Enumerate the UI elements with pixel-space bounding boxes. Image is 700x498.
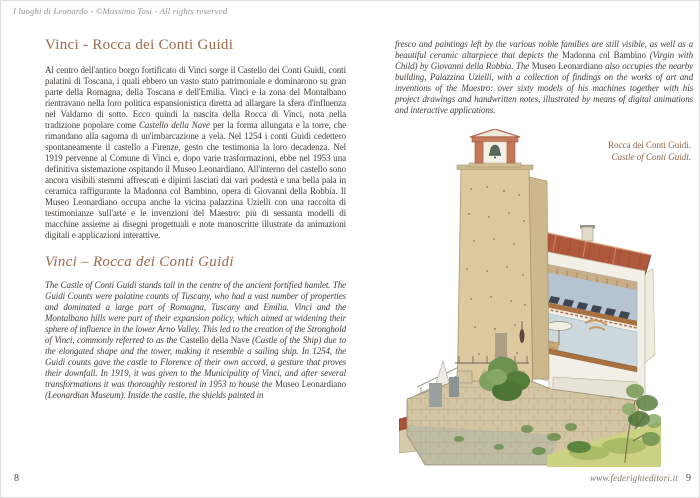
page-number-right: 9 <box>686 473 691 484</box>
paragraph-italian: Al centro dell'antico borgo fortificato di Vinci sorge il Castello dei Conti Guidi, conti palatini di Toscana, i quali ebbero un vasto stato patrimoniale e dominarono su gran parte della Romagna, della Toscana e dell'Emilia. Vinci e la zona del Montalbano rientravano nella loro politica espansionistica diretta ad allargare la sfera d'influenza nel Valdarno di sotto. Ecco quindi la nascita della Rocca di Vinci, nota nella tradizione popolare come Castello della Nave per la forma allungata e la torre, che rimandano alla sagoma di un'imbarcazione a vela. Nel 1254 i conti Guidi cedettero spontaneamente il castello a Firenze, gesto che testimonia la loro decadenza. Nel 1919 pervenne al Comune di Vinci e, dopo varie trasformazioni, ebbe nel 1953 una definitiva sistemazione ospitando il Museo Leonardiano. All'interno del castello sono ancora visibili stemmi affrescati e dipinti lasciati dai vari podestà e una bella pala in ceramica raffigurante la Madonna col Bambino, opera di Giovanni della Robbia. Il Museo Leonardiano occupa anche la vicina palazzina Uzielli con una raccolta di testimonianze sull'arte e le invenzioni del Maestro: più di sessanta modelli di macchine assieme ai disegni progettuali e note manoscritte illustrate da animazioni digitali e applicazioni interattive. <box>45 65 346 240</box>
footer-right <box>590 473 691 484</box>
belfry <box>469 129 521 167</box>
paragraph-english-continued: fresco and paintings left by the various noble families are still visible, as well as a beautiful ceramic altarpiece that depicts the Madonna col Bambino (Virgin with Child) by Giovanni della Robbia. The Museo Leonardiano also occupies the nearby building, Palazzina Uzielli, with a collection of findings on the works of art and inventions of the Maestro: over sixty models of his machines together with his project drawings and handwritten notes, illustrated by means of digital animations and interactive applications. <box>395 39 693 115</box>
caption-english: Castle of Conti Guidi. <box>611 151 691 162</box>
page-number-left: 8 <box>14 473 19 484</box>
page-right <box>395 39 693 116</box>
title-english: Vinci – Rocca dei Conti Guidi <box>45 254 234 270</box>
website-url: www.federighieditori.it <box>590 473 678 483</box>
copyright-header: I luoghi di Leonardo - ©Massimo Tosi - All rights reserved <box>13 6 228 16</box>
page-left <box>45 37 346 401</box>
title-italian: Vinci - Rocca dei Conti Guidi <box>45 37 234 53</box>
paragraph-english: The Castle of Conti Guidi stands tall in the centre of the ancient fortified hamlet. The Guidi Counts were palatine counts of Tuscany, who had a vast number of properties and dominated a large part of Romagna, Tuscany and Emilia. Vinci and the Montalbano hills were part of their expansion policy, which aimed at widening their sphere of influence in the lower Arno Valley. This led to the creation of the Stronghold of Vinci, commonly referred to as the Castello della Nave (Castle of the Ship) due to the elongated shape and the tower, making it resemble a sailing ship. In 1254, the Guidi counts gave the castle to Florence of their own accord, a gesture that proves their downfall. In 1919, it was given to the Municipality of Vinci, and after several transformations it was thoroughly restored in 1953 to house the Museo Leonardiano (Leonardian Museum). Inside the castle, the shields painted in <box>45 280 347 400</box>
castle-illustration <box>399 129 661 467</box>
caption-italian: Rocca dei Conti Guidi. <box>608 140 691 150</box>
